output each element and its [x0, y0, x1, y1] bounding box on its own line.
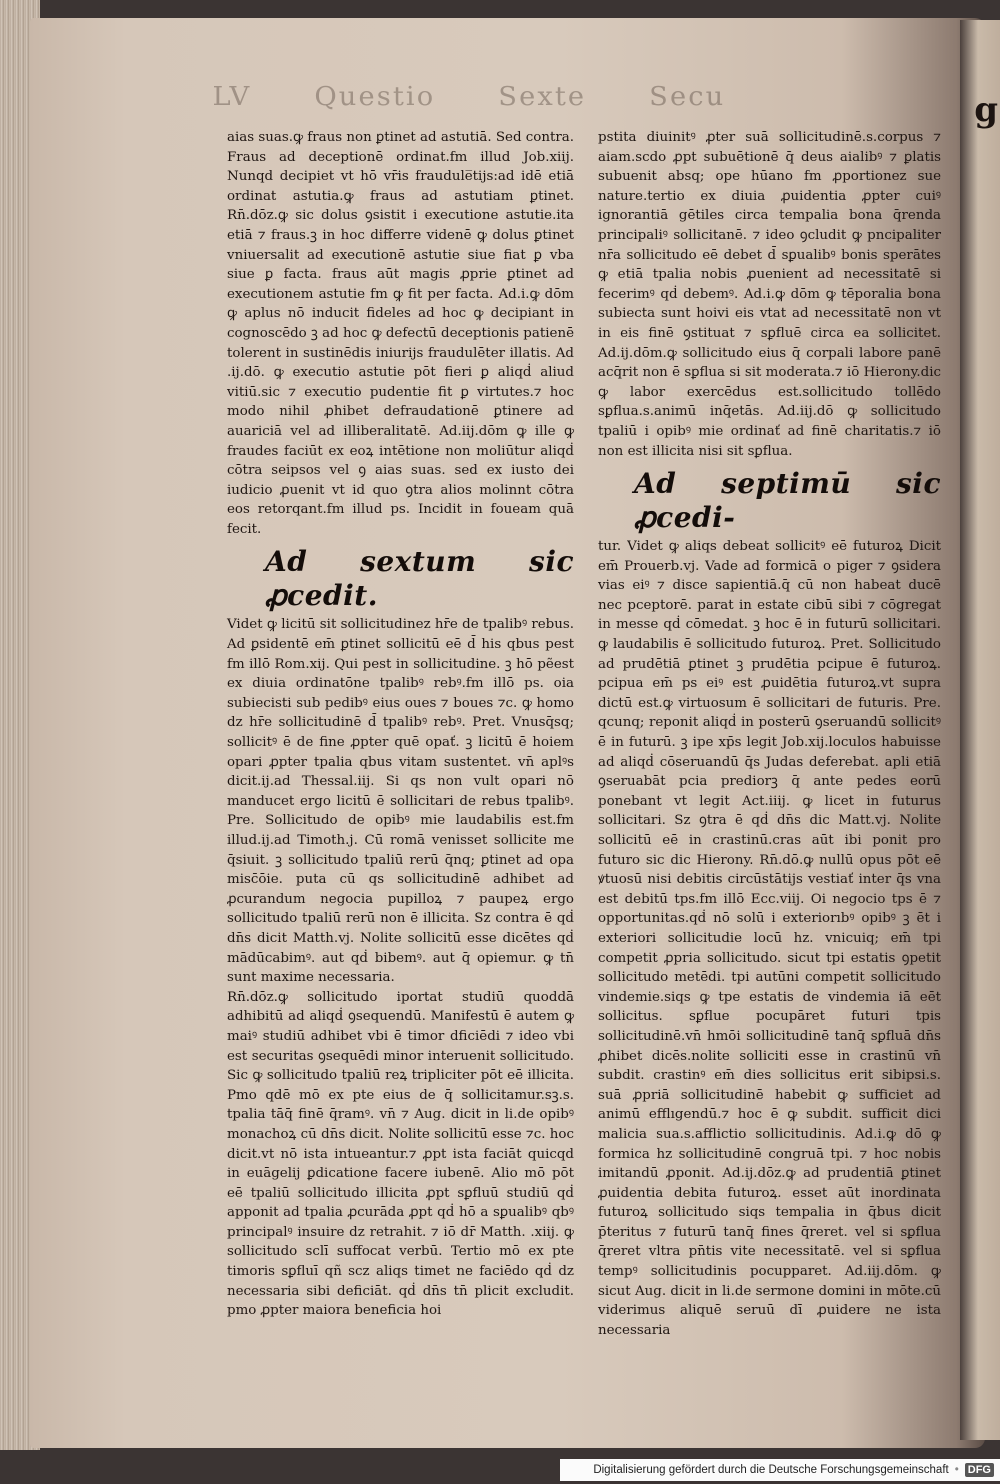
- article-heading-seventh: Ad septimū sic ꝓcedi-: [634, 467, 941, 535]
- right-paragraph-1: pstita diuinitꝰ ꝓter suā sollicitudinē.s.corpus ⁊ aiam.scdo ꝓpt subuētionē q̄ deus aialibꝰ ⁊ ꝑlatis subuenit absq; ope hūano fm ꝓportionez sue nature.tertio ex diuia ꝓuidentia ꝓpter cuiꝰ ignorantiā gētiles circa tempalia bona q̄renda principaliꝰ sollicitanē. ⁊ ideo ꝯcludit ꝙ pncipaliter nr̄a sollicitudo eē debet d̄ sꝑualibꝰ bonis sperātes ꝙ etiā tpalia nobis ꝓuenient ad necessitatē si fecerimꝰ qḋ debemꝰ. Ad.i.ꝙ dōm ꝙ tēporalia bona subiecta sunt hoivi eis vtat ad necessitatē non vt in eis finē ꝯstituat ⁊ sꝑfluē circa ea sollicitet. Ad.ij.dōm.ꝙ sollicitudo eius q̄ corpali labore panē acq̄rit non ē sꝑflua si sit moderata.⁊ iō Hierony.dic ꝙ labor exercēdus est.sollicitudo tollēdo sꝑflua.s.animū inq̄etās. Ad.iij.dō ꝙ sollicitudo tpaliū i opibꝰ mie ordinať ad finē charitatis.⁊ iō non est illicita nisi sit sꝑflua.: [598, 130, 941, 459]
- running-head-folio: LV: [212, 82, 252, 112]
- left-paragraph-3: Rn̄.dōz.ꝙ sollicitudo iportat studiū quoddā adhibitū ad aliqḋ ꝯsequendū. Manifestū ē autem ꝙ maiꝰ studiū adhibet vbi ē timor dficiēdi ⁊ ideo vbi est securitas ꝯsequēdi minor interuenit sollicitudo. Sic ꝙ sollicitudo tpaliū reꝝ tripliciter pōt eē illicita. Pmo qdē mō ex pte eius de q̄ sollicitamur.sꝫ.s. tpalia tāq̄ finē q̄ramꝰ. vn̄ ⁊ Aug. dicit in li.de opibꝰ monachoꝝ cū dn̄s dicit. Nolite sollicitū esse ⁊c. hoc dicit.vt nō ista intueantur.⁊ ꝓpt ista faciāt quicqd in euāgelij ꝑdicatione facere iubenē. Alio mō pōt eē tpaliū sollicitudo illicita ꝓpt sꝑfluū studiū qḋ apponit ad tpalia ꝓcurāda ꝓpt qḋ hō a sꝑualibꝰ qbꝰ principalꝰ insuire dz retrahit. ⁊ iō dr̄ Matth. .xiij. ꝙ sollicitudo sclī suffocat verbū. Tertio mō ex pte timoris sꝑfluī qñ scz aliqs timet ne faciēdo qḋ dz necessaria sibi deficiāt. qḋ dn̄s tn̄ plicit excludit. pmo ꝓpter maiora beneficia hoi: [227, 989, 574, 1319]
- running-head-word-3: Secu: [649, 82, 726, 112]
- footer-separator-icon: •: [954, 1464, 959, 1476]
- left-text-column: [227, 128, 574, 1321]
- footer-credit-text: Digitalisierung gefördert durch die Deutsche Forschungsgemeinschaft: [593, 1464, 949, 1476]
- facing-page-letter: g: [974, 90, 998, 130]
- running-head: [213, 82, 948, 112]
- dfg-logo: DFG: [965, 1463, 994, 1477]
- running-head-word-1: Questio: [314, 82, 436, 112]
- running-head-word-2: Sexte: [498, 82, 587, 112]
- facing-page-edge: [960, 20, 1000, 1440]
- left-paragraph-2: Videt ꝙ licitū sit sollicitudinez hr̄e de tpalibꝰ rebus. Ad ꝑsidentē em̄ ꝑtinet sollicitū eē d̄ his qbus pest fm illō Rom.xij. Qui pest in sollicitudine. ꝫ hō pẽest ex diuia ordinatōne tpalibꝰ rebꝰ.fm illō ps. oia subiecisti sub pedibꝰ eius oues ⁊ boues ⁊c. ꝙ homo dz hr̄e sollicitudinē d̄ tpalibꝰ rebꝰ. Pret. Vnusq̄sq; sollicitꝰ ē de fine ꝓpter quē opať. ꝫ licitū ē hoiem opari ꝓpter tpalia qbus vitam sustentet. vn̄ aplꝰs dicit.ij.ad Thessal.iij. Si qs non vult opari nō manducet ergo licitū ē sollicitari de rebus tpalibꝰ. Pre. Sollicitudo de opibꝰ mie laudabilis est.fm illud.ij.ad Timoth.j. Cū romā venisset sollicite me q̄siuit. ꝫ sollicitudo tpaliū rerū q̄nq; ꝑtinet ad opa misc̄ōie. puta cū qs sollicitudinē adhibet ad ꝓcurandum negocia pupilloꝝ ⁊ paupeꝝ ergo sollicitudo tpaliū rerū non ē illicita. Sz contra ē qḋ dn̄s dicit Matth.vj. Nolite sollicitū esse dicētes qḋ mādūcabimꝰ. aut qḋ bibemꝰ. aut q̄ opiemur. ꝙ tn̄ sunt maxime necessaria.: [227, 617, 574, 986]
- article-heading-sixth: Ad sextum sic ꝓcedit.: [265, 545, 574, 613]
- left-paragraph-1: aias suas.ꝙ fraus non ꝑtinet ad astutiā. Sed contra. Fraus ad deceptionē ordinat.fm illud Job.xiij. Nunqd decipiet vt hō vr̄is fraudule̅tijs:ad idē etiā ordinat astutia.ꝙ fraus ad astutiam ꝑtinet. Rn̄.dōz.ꝙ sic dolus ꝯsistit i executione astutie.ita etiā ⁊ fraus.ꝫ in hoc differre videnē ꝙ dolus ꝑtinet vniuersalit ad executionē astutie siue fiat ꝑ vba siue ꝑ facta. fraus aūt magis ꝓprie ꝑtinet ad executionem astutie fm ꝙ fit per facta. Ad.i.ꝙ dōm ꝙ aplus nō inducit fideles ad hoc ꝙ decipiant in cognoscēdo ꝫ ad hoc ꝙ defectū deceptionis patienē tolerent in sustinēdis iniurijs fraudulēter illatis. Ad .ij.dō. ꝙ executio astutie pōt fieri ꝑ aliqḋ aliud vitiū.sic ⁊ executio pudentie fit ꝑ virtutes.⁊ hoc modo nihil ꝓhibet defraudationē ꝑtinere ad auariciā vel ad illiberalitatē. Ad.iij.dōm ꝙ ille ꝙ fraudes faciūt ex eoꝝ intētione non moliūtur aliqḋ cōtra seipsos vel ꝯ aias suas. sed ex iusto dei iudicio ꝓuenit vt id quo ꝯtra alios molinnt cōtra eos retorqant.fm illud ps. Incidit in foueam quā fecit.: [227, 130, 575, 537]
- right-text-column: [598, 128, 941, 1340]
- digitization-footer: [560, 1459, 1000, 1481]
- right-paragraph-2: tur. Videt ꝙ aliqs debeat sollicitꝰ eē futuroꝝ Dicit em̄ Prouerb.vj. Vade ad formicā o piger ⁊ ꝯsidera vias eiꝰ ⁊ disce sapientiā.q̄ cū non habeat ducē nec pceptorē. parat in estate cibū sibi ⁊ cōgregat in messe qḋ cōmedat. ꝫ hoc ē in futurū sollicitari. ꝙ laudabilis ē sollicitudo futuroꝝ. Pret. Sollicitudo ad prudētiā ꝑtinet ꝫ prudētia pcipue ē futuroꝝ. pcipua em̄ ps eiꝰ est ꝓuidētia futuroꝝ.vt supra dictū est.ꝙ virtuosum ē sollicitari de futuris. Pre. qcunq; reponit aliqḋ in posterū ꝯseruandū sollicitꝰ ē in futurū. ꝫ ipe xp̄s legit Job.xij.loculos habuisse ad aliqḋ cōseruandū q̄s Judas deferebat. apli etiā ꝯseruabāt pcia prediorꝫ q̄ ante pedes eorū ponebant vt legit Act.iiij. ꝙ licet in futurus sollicitari. Sz ꝯtra ē qḋ dn̄s dic Matt.vj. Nolite sollicitū eē in crastinū.cras aūt ibi ponit pro futuro sic dic Hierony. Rn̄.dō.ꝙ nullū opus pōt eē ꝟtuosū nisi debitis circūstātijs vestiať inter q̄s vna est debitū tps.fm illō Ecc.viij. Oi negocio tps ē ⁊ opportunitas.qḋ nō solū i exteriorıbꝰ opibꝰ ꝫ ēt i exteriori sollicitudie locū hz. vnicuiq; em̄ tpi competit ꝓpria sollicitudo. sicut tpi estatis ꝯpetit sollicitudo metēdi. tpi autūni competit sollicitudo vindemie.siqs ꝙ tpe estatis de vindemia iā eēt sollicitus. sꝑflue pocupāret futuri tpis sollicitudinē.vn̄ hmōi sollicitudinē tanq̄ sꝑfluā dn̄s ꝓhibet dicēs.nolite solliciti esse in crastinū vn̄ subdit. crastinꝰ em̄ dies sollicitus erit sibipsi.s. suā ꝓpriā sollicitudinē habebit ꝙ sufficiet ad animū efflıgendū.⁊ hoc ē ꝙ subdit. sufficit dici malicia sua.s.afflictio sollicitudinis. Ad.i.ꝙ dō ꝙ formica hz sollicitudinē congruā tpi. ⁊ hoc nobis imitandū ꝓponit. Ad.ij.dōz.ꝙ ad prudentiā ꝑtinet ꝓuidentia debita futuroꝝ. esset aūt inordinata futuroꝝ sollicitudo siqs tempalia in q̄bus dicit p̄teritus ⁊ futurū tanq̄ fines q̄reret. vel si sꝑflua q̄reret vltra pn̄tis vite necessitatē. vel si sꝑflua tempꝰ sollicitudinis pocupparet. Ad.iij.dōm. ꝙ sicut Aug. dicit in li.de sermone domini in mōte.cū viderimus aliquē seruū dī ꝓuidere ne ista necessaria: [598, 539, 941, 1338]
